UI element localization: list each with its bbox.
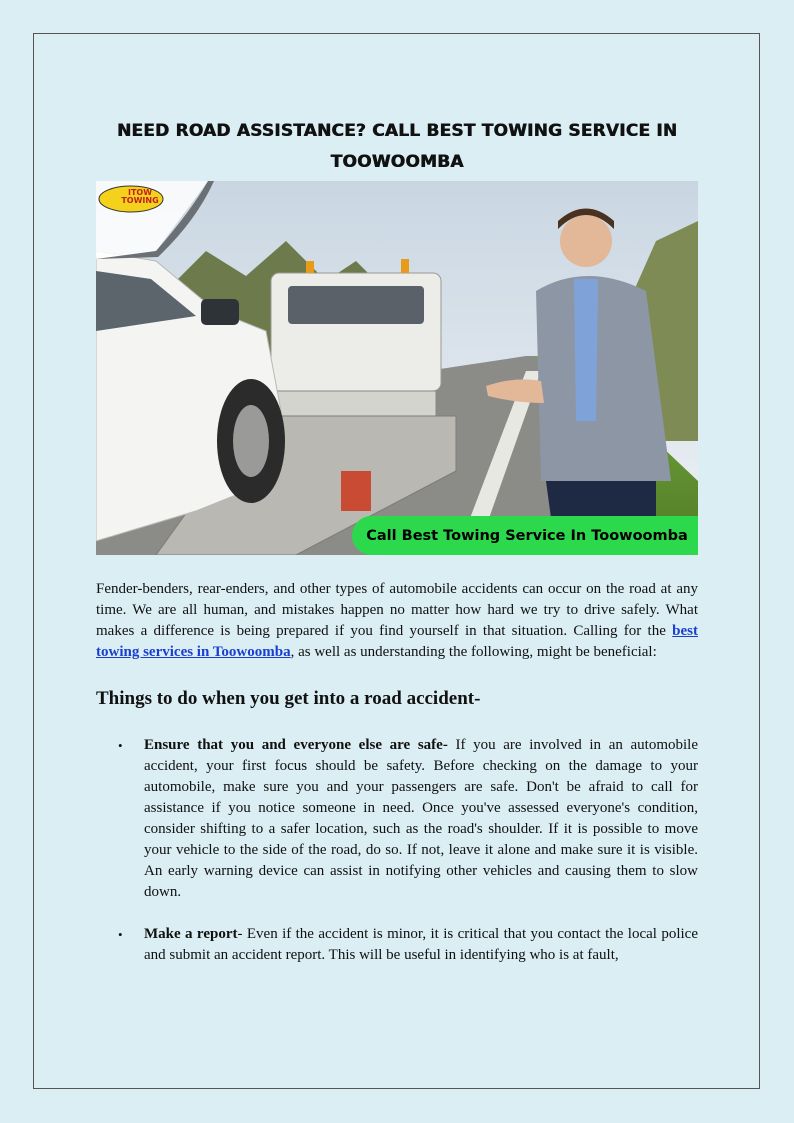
hero-illustration <box>96 181 698 555</box>
page-title: NEED ROAD ASSISTANCE? CALL BEST TOWING SERVICE IN TOOWOOMBA <box>116 121 678 172</box>
intro-text-end: , as well as understanding the following, might be beneficial: <box>290 644 657 660</box>
section-heading: Things to do when you get into a road accident- <box>96 688 481 709</box>
towing-services-link[interactable]: best towing services in Toowoomba <box>96 623 698 660</box>
intro-paragraph <box>96 579 698 663</box>
intro-text-start: Fender-benders, rear-enders, and other types of automobile accidents can occur on the road at any time. We are all human, and mistakes happen no matter how hard we try to drive safely. What makes a difference is being prepared if you find yourself in that situation. Calling for the <box>96 581 698 639</box>
list-item <box>96 924 698 966</box>
accident-steps-list <box>96 735 698 966</box>
bullet-icon: • <box>118 738 123 753</box>
hero-banner: Call Best Towing Service In Toowoomba <box>352 516 698 555</box>
list-item-lead: Make a report <box>144 926 238 942</box>
list-item-lead: Ensure that you and everyone else are safe- <box>144 737 448 753</box>
brand-logo: ITOW TOWING <box>121 188 159 205</box>
list-item-text: If you are involved in an automobile accident, your first focus should be safety. Before checking on the damage to your automobile, make sure you and your passengers are safe. Don't be afraid to call for assistance if you notice someone in need. Once you've assessed everyone's condition, consider shifting to a safer location, such as the road's shoulder. If it is possible to move your vehicle to the side of the road, do so. If not, leave it alone and make sure it is visible. An early warning device can assist in notifying other vehicles and causing them to slow down. <box>144 737 698 900</box>
hero-image <box>96 181 698 555</box>
list-item <box>96 735 698 903</box>
list-item-text: - Even if the accident is minor, it is critical that you contact the local police and submit an accident report. This will be useful in identifying who is at fault, <box>144 926 698 963</box>
bullet-icon: • <box>118 927 123 942</box>
document-body <box>96 116 698 987</box>
